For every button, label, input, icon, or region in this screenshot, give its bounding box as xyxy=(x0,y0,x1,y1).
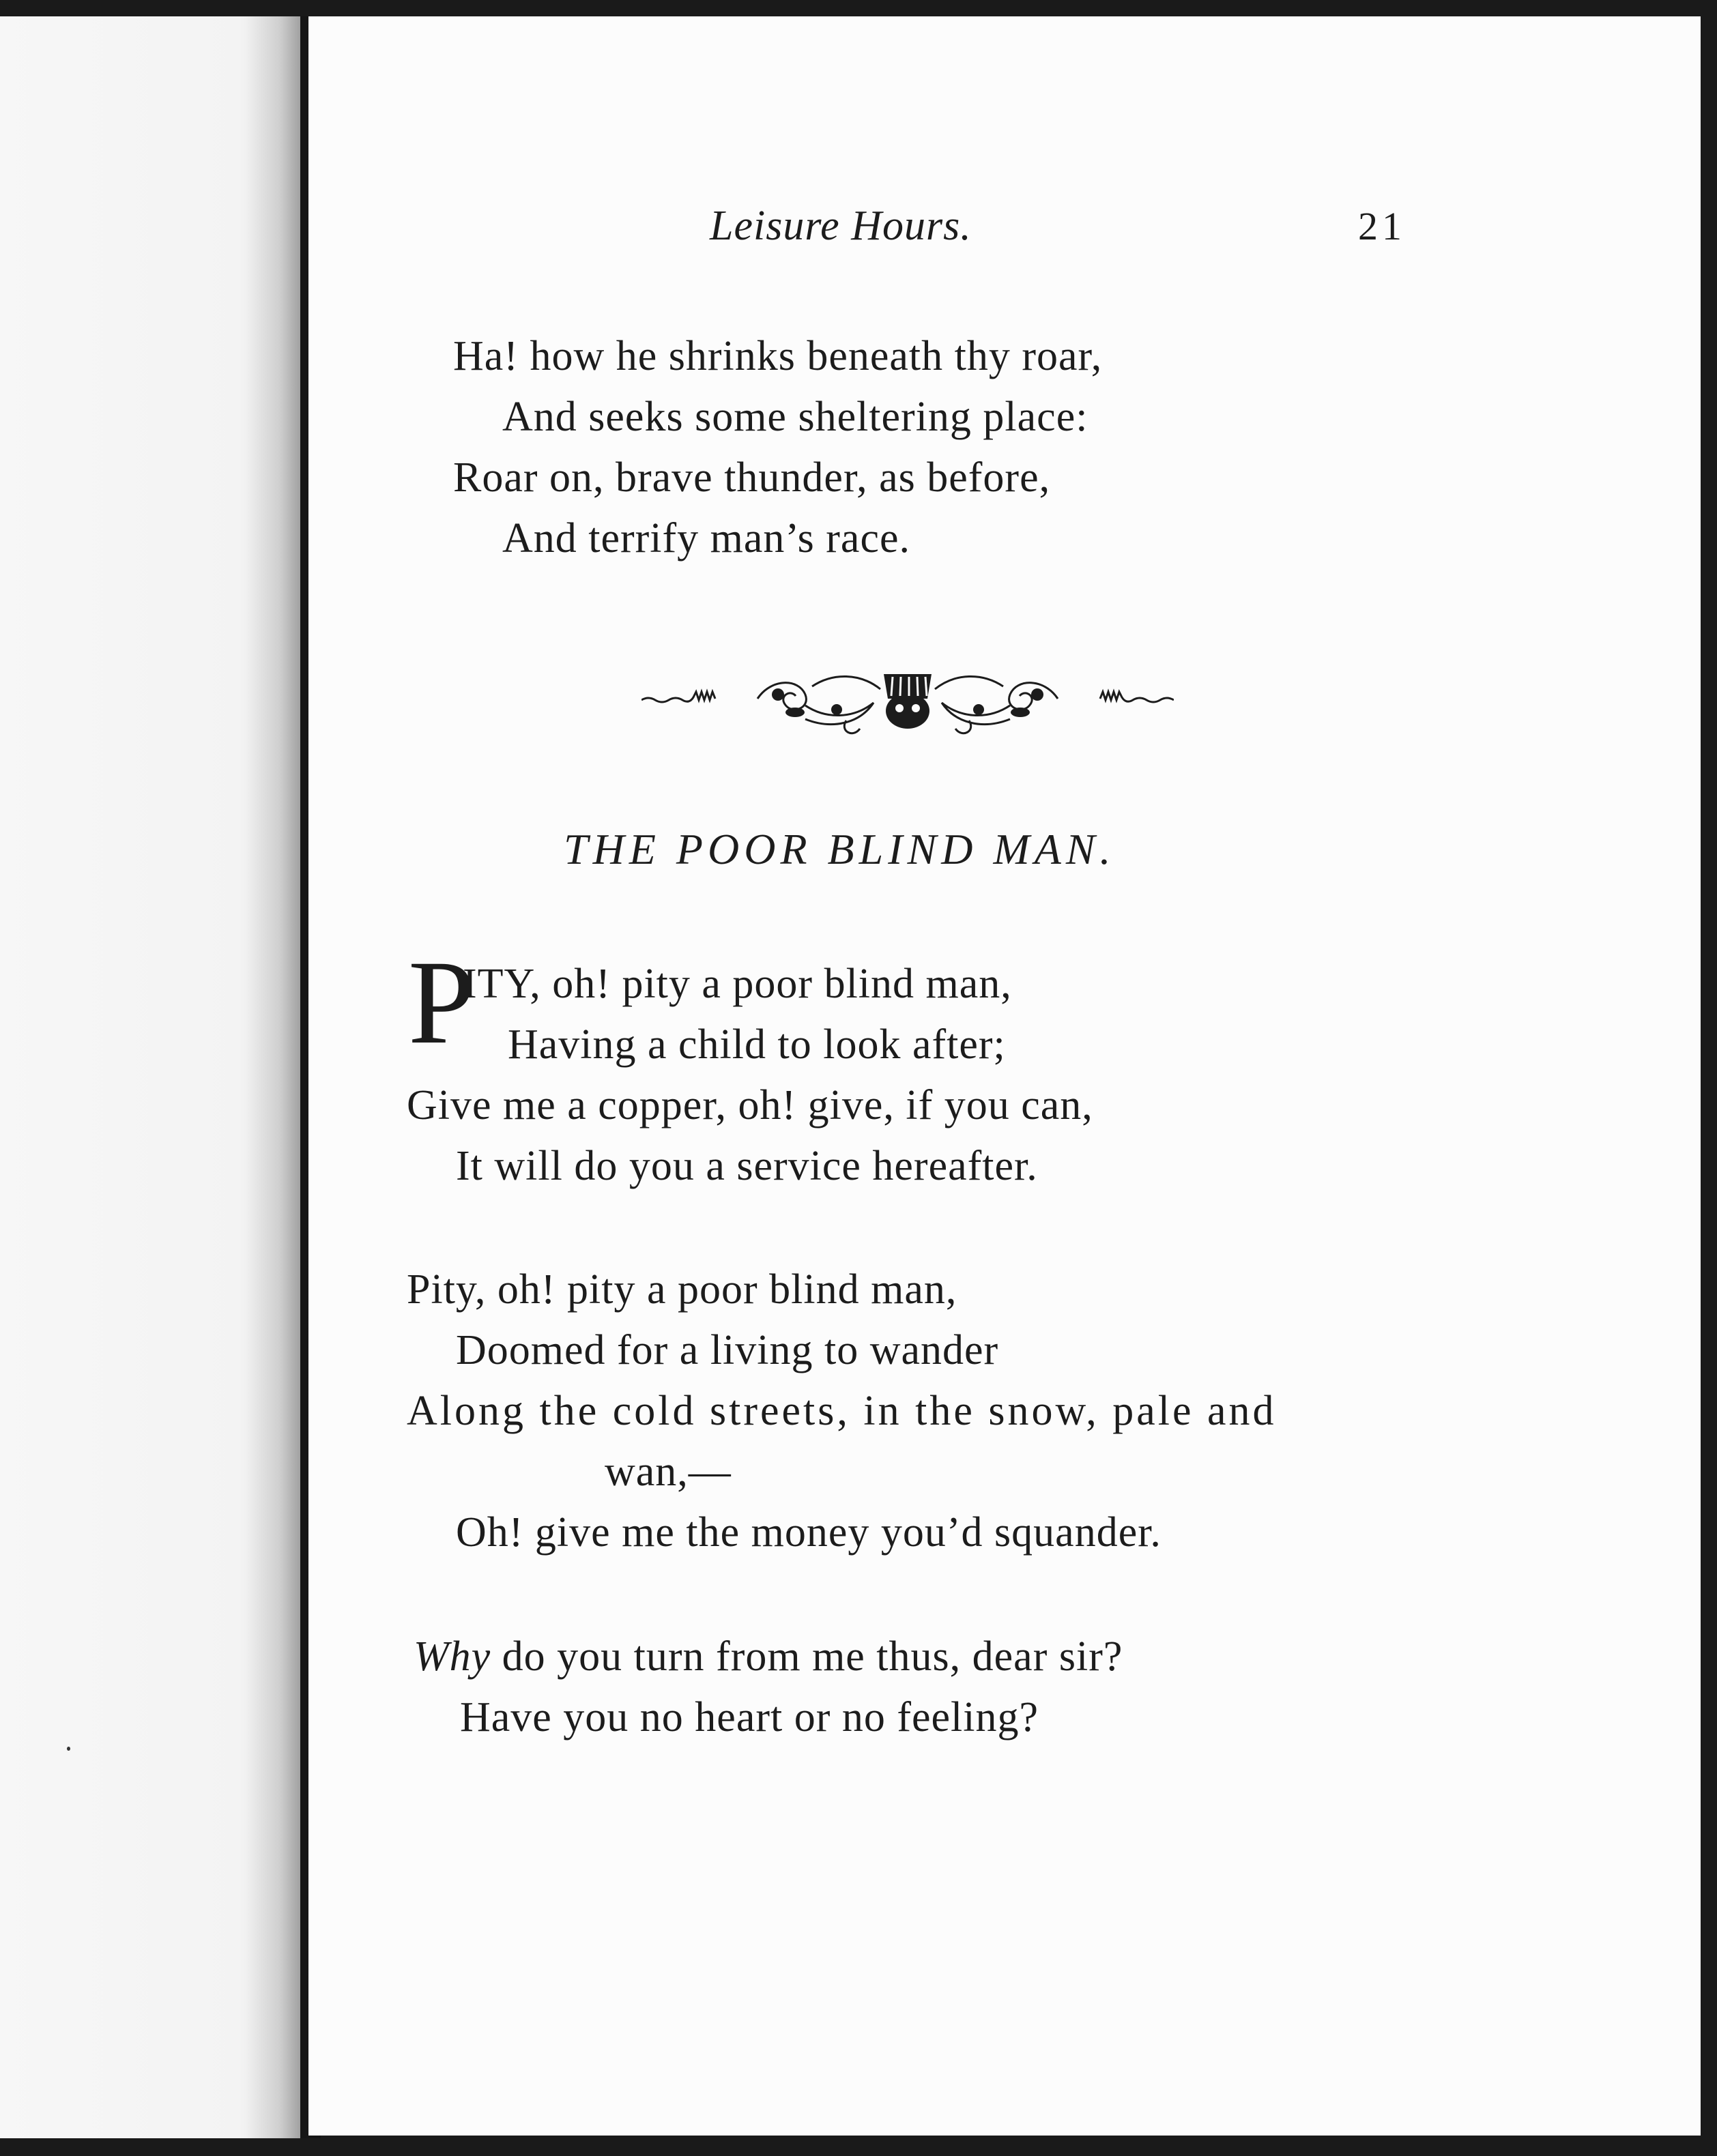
emphasized-word: Why xyxy=(414,1633,491,1680)
stanza-1 xyxy=(407,954,1093,1197)
poem-title: THE POOR BLIND MAN. xyxy=(564,825,1116,873)
stanza-2 xyxy=(407,1259,1277,1563)
verse-line-continuation: wan,— xyxy=(605,1448,732,1495)
verse-line: Along the cold streets, in the snow, pale and xyxy=(407,1388,1277,1434)
verse-line: Ha! how he shrinks beneath thy roar, xyxy=(453,333,1103,379)
drop-cap: P xyxy=(408,936,475,1069)
ink-speck xyxy=(67,1747,70,1751)
verse-line: Roar on, brave thunder, as before, xyxy=(453,454,1051,501)
stanza-3 xyxy=(414,1627,1123,1748)
verse-line: And seeks some sheltering place: xyxy=(502,394,1088,440)
verse-line: Have you no heart or no feeling? xyxy=(460,1694,1039,1740)
verse-line: Pity, oh! pity a poor blind man, xyxy=(407,1266,957,1313)
verse-line: Give me a copper, oh! give, if you can, xyxy=(407,1082,1093,1128)
scroll-vignette-icon xyxy=(641,659,1174,741)
stanza-previous-poem xyxy=(453,326,1102,569)
verse-line: Oh! give me the money you’d squander. xyxy=(456,1509,1162,1556)
verse-line-rest: do you turn from me thus, dear sir? xyxy=(491,1633,1123,1680)
verse-line: ITY, oh! pity a poor blind man, xyxy=(463,961,1012,1007)
verse-line: Having a child to look after; xyxy=(508,1021,1006,1068)
verse-line: And terrify man’s race. xyxy=(502,515,910,562)
verse-line: Doomed for a living to wander xyxy=(456,1327,999,1373)
page-number: 21 xyxy=(1358,204,1406,248)
verse-line xyxy=(414,1627,1123,1687)
running-title: Leisure Hours. xyxy=(710,203,972,249)
verse-line: It will do you a service hereafter. xyxy=(456,1143,1038,1189)
